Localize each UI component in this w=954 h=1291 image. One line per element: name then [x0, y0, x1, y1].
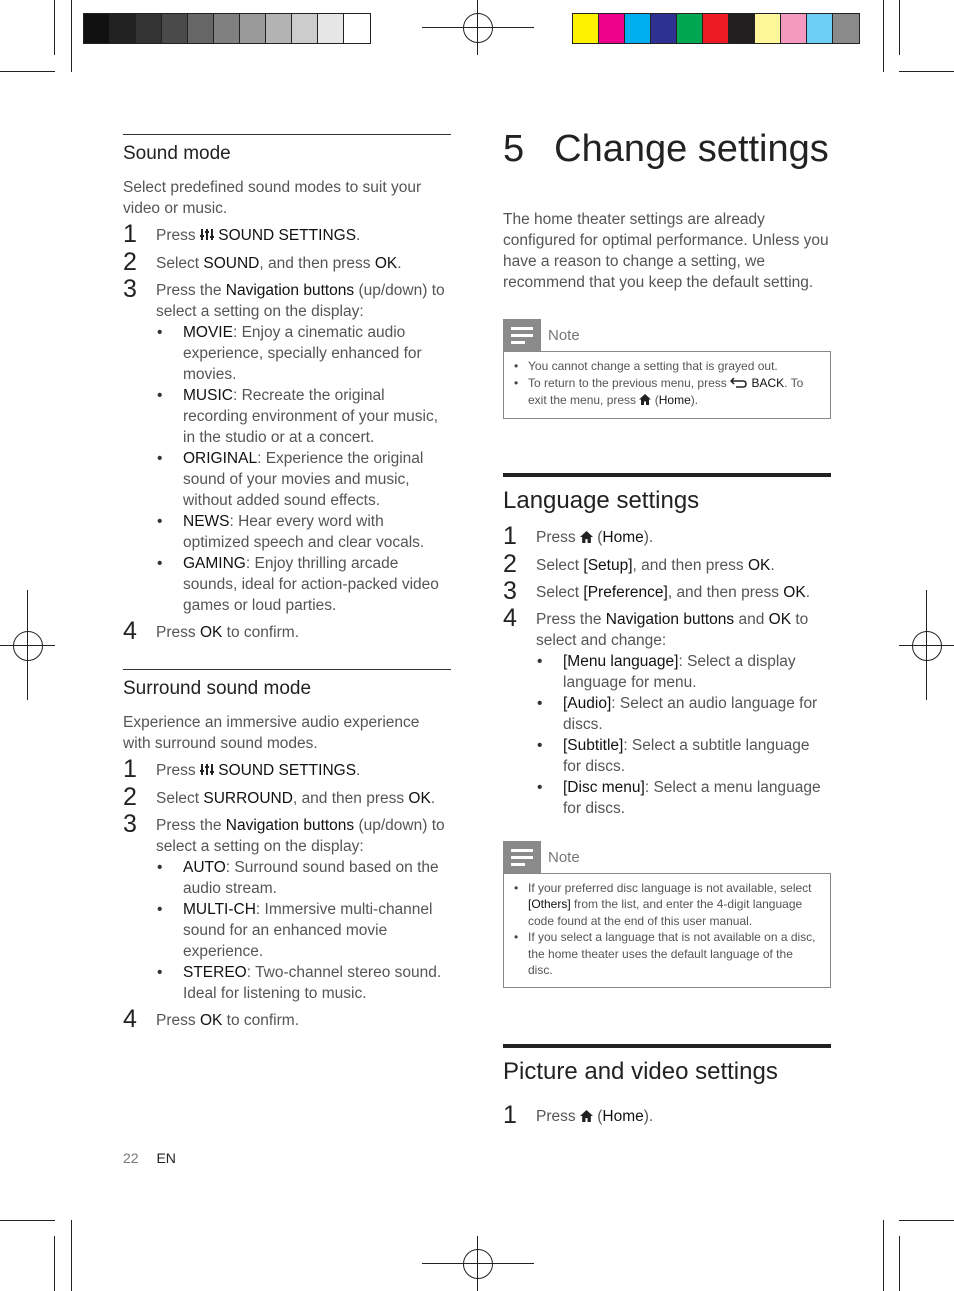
color-swatch [625, 14, 651, 43]
sound-mode-options [123, 322, 451, 616]
note-icon [503, 319, 541, 351]
step-number: 3 [503, 576, 517, 605]
step-number: 1 [123, 755, 137, 783]
section-rule [123, 669, 451, 670]
home-icon [580, 528, 593, 549]
step-number: 4 [123, 617, 137, 645]
section-rule [503, 473, 831, 477]
color-swatch [240, 14, 266, 43]
step-1: 1 Press (Home). [503, 521, 654, 550]
color-swatch [136, 14, 162, 43]
color-swatch [677, 14, 703, 43]
color-swatch [162, 14, 188, 43]
list-item: • STEREO: Two-channel stereo sound. Ideal for listening to music. [123, 962, 451, 1004]
step-number: 4 [503, 603, 517, 632]
section-rule [503, 1044, 831, 1048]
step-3: 3 Select [Preference], and then press OK. [503, 576, 811, 605]
step-2: 2 Select SOUND, and then press OK. [123, 248, 402, 276]
step-2: 2 Select SURROUND, and then press OK. [123, 783, 436, 811]
list-item: • MOVIE: Enjoy a cinematic audio experience, specially enhanced for movies. [123, 322, 451, 385]
step-number: 2 [503, 549, 517, 578]
color-swatch [651, 14, 677, 43]
language-code: EN [156, 1150, 176, 1166]
note-box [503, 841, 831, 988]
grayscale-bar [83, 13, 371, 44]
list-item: • [Menu language]: Select a display language for menu. [503, 651, 831, 693]
section-intro: Experience an immersive audio experience with surround sound modes. [123, 714, 420, 752]
color-swatch [344, 14, 370, 43]
section-intro: Select predefined sound modes to suit your video or music. [123, 179, 422, 217]
color-swatch [266, 14, 292, 43]
step-1: 1 Press SOUND SETTINGS. [123, 220, 361, 248]
step-number: 3 [123, 275, 137, 303]
step-4: 4 Press OK to confirm. [123, 1005, 300, 1033]
color-swatch [781, 14, 807, 43]
color-swatch [755, 14, 781, 43]
section-title-picture: Picture and video settings [503, 1057, 778, 1085]
color-swatch [110, 14, 136, 43]
color-swatch [84, 14, 110, 43]
list-item: • You cannot change a setting that is grayed out. [514, 358, 820, 375]
chapter-number: 5 [503, 128, 525, 170]
chapter-intro: The home theater settings are already configured for optimal performance. Unless you have a reason to change a setting, we recommend that you keep the default setting. [503, 211, 829, 291]
step-2: 2 Select [Setup], and then press OK. [503, 549, 775, 578]
color-swatch [318, 14, 344, 43]
note-icon [503, 841, 541, 873]
section-rule [123, 134, 451, 135]
chapter-title: 5 Change settings [503, 128, 829, 170]
list-item: • MUSIC: Recreate the original recording environment of your music, in the studio or at a concert. [123, 385, 451, 448]
note-label: Note [548, 327, 580, 344]
color-swatch [729, 14, 755, 43]
language-options [503, 651, 831, 819]
section-title-surround-mode: Surround sound mode [123, 678, 312, 699]
page-number: 22 [123, 1150, 139, 1166]
color-swatch [573, 14, 599, 43]
list-item: • MULTI-CH: Immersive multi-channel sound for an enhanced movie experience. [123, 899, 451, 962]
step-3: 3 Press the Navigation buttons (up/down) to select a setting on the display: [123, 810, 445, 855]
step-3: 3 Press the Navigation buttons (up/down) to select a setting on the display: [123, 275, 445, 320]
list-item: • AUTO: Surround sound based on the audio stream. [123, 857, 451, 899]
step-number: 1 [123, 220, 137, 248]
step-number: 1 [503, 521, 517, 550]
step-number: 2 [123, 248, 137, 276]
sound-settings-icon [200, 226, 214, 247]
sound-settings-icon [200, 761, 214, 782]
step-1: 1 Press SOUND SETTINGS. [123, 755, 361, 783]
note-label: Note [548, 848, 580, 866]
color-swatch [188, 14, 214, 43]
color-swatch [214, 14, 240, 43]
list-item: • NEWS: Hear every word with optimized speech and clear vocals. [123, 511, 451, 553]
list-item: • [Audio]: Select an audio language for discs. [503, 693, 831, 735]
left-column [123, 134, 451, 1031]
step-number: 2 [123, 783, 137, 811]
step-number: 1 [503, 1100, 517, 1129]
right-column [503, 124, 831, 1128]
section-title-sound-mode: Sound mode [123, 143, 231, 164]
list-item: • If your preferred disc language is not available, select [Others] from the list, and enter the 4-digit language code found at the end of this user manual. [514, 880, 820, 930]
step-4: 4 Press the Navigation buttons and OK to select and change: [503, 603, 809, 649]
list-item: • [Subtitle]: Select a subtitle language for discs. [503, 735, 831, 777]
home-icon [639, 393, 651, 410]
color-swatch [292, 14, 318, 43]
step-4: 4 Press OK to confirm. [123, 617, 300, 645]
color-swatch [833, 14, 859, 43]
section-title-language: Language settings [503, 486, 700, 514]
color-bar [572, 13, 860, 44]
list-item: • ORIGINAL: Experience the original sound of your movies and music, without added sound effects. [123, 448, 451, 511]
step-1: 1 Press (Home). [503, 1100, 654, 1129]
home-icon [580, 1107, 593, 1128]
list-item: • To return to the previous menu, press BACK. To exit the menu, press (Home). [514, 375, 820, 410]
list-item: • GAMING: Enjoy thrilling arcade sounds, ideal for action-packed video games or loud parties. [123, 553, 451, 616]
list-item: • If you select a language that is not available on a disc, the home theater uses the default language of the disc. [514, 929, 820, 979]
step-number: 3 [123, 810, 137, 838]
back-icon [730, 376, 748, 393]
list-item: • [Disc menu]: Select a menu language for discs. [503, 777, 831, 819]
surround-mode-options [123, 857, 451, 1004]
note-box [503, 319, 831, 419]
color-swatch [807, 14, 833, 43]
color-swatch [703, 14, 729, 43]
color-swatch [599, 14, 625, 43]
step-number: 4 [123, 1005, 137, 1033]
page-footer [123, 1150, 176, 1166]
